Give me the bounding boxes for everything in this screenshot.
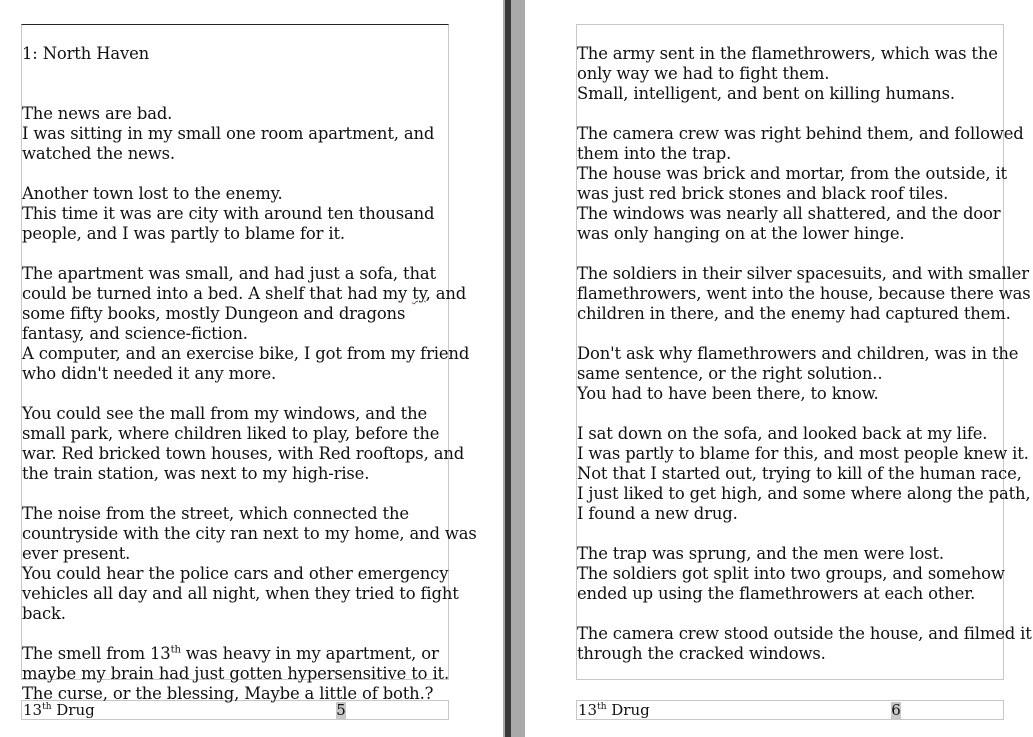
text-line: I was sitting in my small one room apartment, and bbox=[22, 124, 435, 143]
text-line: through the cracked windows. bbox=[577, 644, 826, 663]
text-line: the train station, was next to my high-rise. bbox=[22, 464, 370, 483]
left-page-number: 5 bbox=[336, 701, 346, 719]
text-line: Don't ask why flamethrowers and children, was in the bbox=[577, 344, 1019, 363]
right-paragraph bbox=[577, 44, 1017, 104]
left-paragraph bbox=[22, 504, 477, 624]
right-paragraph bbox=[577, 544, 1017, 604]
right-body-text[interactable] bbox=[577, 44, 1032, 664]
left-footer-title: 13th Drug bbox=[23, 701, 95, 719]
text-line: maybe my brain had just gotten hypersensitive to it. bbox=[22, 664, 450, 683]
text-line: The soldiers in their silver spacesuits, and with smaller bbox=[577, 264, 1029, 283]
text-line: ended up using the flamethrowers at each other. bbox=[577, 584, 976, 603]
text-line: The trap was sprung, and the men were lost. bbox=[577, 544, 944, 563]
text-line: fantasy, and science-fiction. bbox=[22, 324, 248, 343]
text-line: You could see the mall from my windows, and the bbox=[22, 404, 428, 423]
text-line: The soldiers got split into two groups, and somehow bbox=[577, 564, 1005, 583]
text-line: flamethrowers, went into the house, because there was bbox=[577, 284, 1031, 303]
text-line: This time it was are city with around ten thousand bbox=[22, 204, 435, 223]
right-paragraph bbox=[577, 124, 1024, 244]
right-paragraph bbox=[577, 424, 1031, 524]
left-paragraph bbox=[22, 404, 465, 484]
page-separator bbox=[505, 0, 511, 737]
text-line: war. Red bricked town houses, with Red rooftops, and bbox=[22, 444, 465, 463]
left-paragraph bbox=[22, 184, 462, 244]
text-line: ever present. bbox=[22, 544, 131, 563]
text-line: vehicles all day and all night, when they tried to fight bbox=[22, 584, 459, 603]
chapter-heading: 1: North Haven bbox=[22, 44, 150, 63]
text-line: The apartment was small, and had just a sofa, that bbox=[22, 264, 436, 283]
right-footer bbox=[576, 700, 1004, 720]
text-line: back. bbox=[22, 604, 66, 623]
right-page-number: 6 bbox=[891, 701, 901, 719]
text-line: Not that I started out, trying to kill of the human race, bbox=[577, 464, 1022, 483]
text-line: The army sent in the flamethrowers, which was the bbox=[577, 44, 998, 63]
right-footer-title: 13th Drug bbox=[578, 701, 650, 719]
text-line: I found a new drug. bbox=[577, 504, 738, 523]
text-line: people, and I was partly to blame for it. bbox=[22, 224, 345, 243]
text-line: countryside with the city ran next to my home, and was bbox=[22, 524, 477, 543]
text-line: The noise from the street, which connected the bbox=[22, 504, 409, 523]
text-line: You had to have been there, to know. bbox=[577, 384, 879, 403]
left-paragraph bbox=[22, 104, 462, 164]
text-line: You could hear the police cars and other emergency bbox=[22, 564, 449, 583]
text-line: same sentence, or the right solution.. bbox=[577, 364, 883, 383]
right-paragraph bbox=[577, 264, 1031, 324]
text-line: A computer, and an exercise bike, I got from my friend bbox=[22, 344, 470, 363]
text-line: watched the news. bbox=[22, 144, 175, 163]
text-line: was just red brick stones and black roof tiles. bbox=[577, 184, 949, 203]
left-paragraph bbox=[22, 644, 462, 704]
right-paragraph bbox=[577, 344, 1017, 404]
text-line: who didn't needed it any more. bbox=[22, 364, 277, 383]
text-line: children in there, and the enemy had captured them. bbox=[577, 304, 1011, 323]
text-line: The camera crew was right behind them, and followed bbox=[577, 124, 1024, 143]
text-line: I sat down on the sofa, and looked back at my life. bbox=[577, 424, 988, 443]
text-line: small park, where children liked to play, before the bbox=[22, 424, 440, 443]
text-line: Another town lost to the enemy. bbox=[22, 184, 283, 203]
text-line: The news are bad. bbox=[22, 104, 173, 123]
text-line: The windows was nearly all shattered, and the door bbox=[577, 204, 1001, 223]
text-line: The house was brick and mortar, from the outside, it bbox=[577, 164, 1007, 183]
text-line: could be turned into a bed. A shelf that had my ty, and bbox=[22, 284, 467, 303]
text-line: Small, intelligent, and bent on killing humans. bbox=[577, 84, 955, 103]
text-line: I was partly to blame for this, and most people knew it. bbox=[577, 444, 1029, 463]
right-paragraph bbox=[577, 624, 1032, 664]
text-line: only way we had to fight them. bbox=[577, 64, 830, 83]
text-line: was only hanging on at the lower hinge. bbox=[577, 224, 905, 243]
left-paragraph bbox=[22, 264, 470, 384]
text-line: some fifty books, mostly Dungeon and dragons bbox=[22, 304, 406, 323]
text-line: them into the trap. bbox=[577, 144, 732, 163]
left-body-text[interactable] bbox=[22, 24, 477, 704]
text-line: The smell from 13th was heavy in my apartment, or bbox=[22, 644, 439, 663]
text-line: I just liked to get high, and some where along the path, bbox=[577, 484, 1031, 503]
text-line: The camera crew stood outside the house, and filmed it bbox=[577, 624, 1032, 643]
text-line: The curse, or the blessing, Maybe a little of both.? bbox=[22, 684, 434, 703]
